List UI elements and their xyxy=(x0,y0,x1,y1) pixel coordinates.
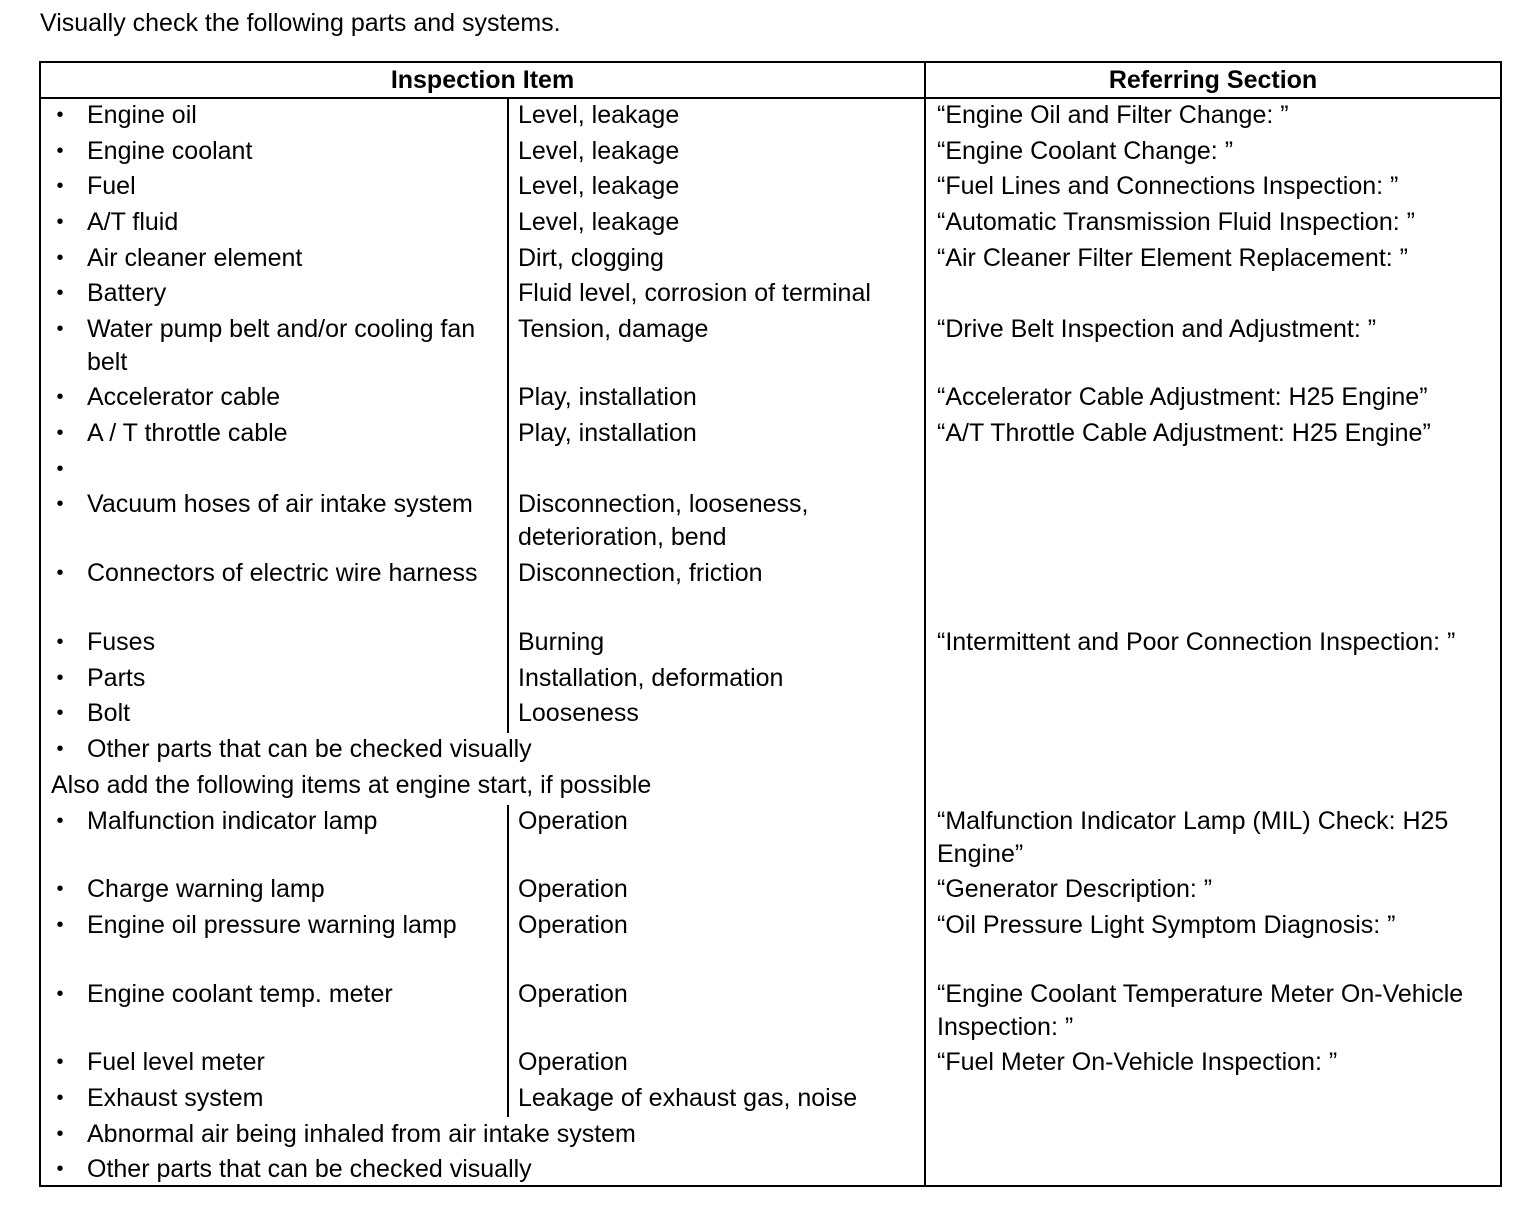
referring-section: “Engine Coolant Temperature Meter On-Vehicle Inspection: ” xyxy=(937,980,1464,1041)
inspection-item: Engine oil xyxy=(87,101,197,129)
inspection-item: Water pump belt and/or cooling fan belt xyxy=(87,315,476,376)
inspection-detail: Installation, deformation xyxy=(518,664,784,692)
intro-text: Visually check the following parts and systems. xyxy=(40,9,561,37)
inspection-detail: Dirt, clogging xyxy=(518,244,664,272)
referring-section: “Engine Oil and Filter Change: ” xyxy=(937,101,1289,129)
inspection-detail: Tension, damage xyxy=(518,315,709,343)
referring-section: “Engine Coolant Change: ” xyxy=(937,137,1234,165)
referring-section: “Oil Pressure Light Symptom Diagnosis: ” xyxy=(937,911,1396,939)
inspection-detail: Level, leakage xyxy=(518,208,680,236)
column-divider-detail-2 xyxy=(507,805,509,1117)
bullet-icon: • xyxy=(56,247,64,269)
inspection-item: Vacuum hoses of air intake system xyxy=(87,490,473,518)
referring-section: “Malfunction Indicator Lamp (MIL) Check: H25 Engine” xyxy=(937,807,1449,868)
bullet-icon: • xyxy=(56,667,64,689)
inspection-detail: Play, installation xyxy=(518,383,697,411)
header-inspection-item: Inspection Item xyxy=(390,66,575,94)
inspection-item: Engine coolant temp. meter xyxy=(87,980,393,1008)
inspection-item: Battery xyxy=(87,279,167,307)
engine-start-note: Also add the following items at engine start, if possible xyxy=(51,771,652,799)
referring-section: “Intermittent and Poor Connection Inspection: ” xyxy=(937,628,1456,656)
inspection-detail: Burning xyxy=(518,628,605,656)
bullet-icon: • xyxy=(56,1051,64,1073)
bullet-icon: • xyxy=(56,631,64,653)
inspection-detail: Level, leakage xyxy=(518,172,680,200)
bullet-icon: • xyxy=(56,983,64,1005)
referring-section: “Fuel Meter On-Vehicle Inspection: ” xyxy=(937,1048,1338,1076)
inspection-item: Parts xyxy=(87,664,146,692)
bullet-icon: • xyxy=(56,104,64,126)
inspection-item: Charge warning lamp xyxy=(87,875,325,903)
referring-section: “Accelerator Cable Adjustment: H25 Engine” xyxy=(937,383,1428,411)
bullet-icon: • xyxy=(56,175,64,197)
bullet-icon: • xyxy=(56,282,64,304)
bullet-icon: • xyxy=(56,386,64,408)
inspection-item: Engine coolant xyxy=(87,137,253,165)
bullet-icon: • xyxy=(56,493,64,515)
inspection-detail: Level, leakage xyxy=(518,137,680,165)
inspection-item: Fuses xyxy=(87,628,156,656)
bullet-icon: • xyxy=(56,810,64,832)
bullet-icon: • xyxy=(56,738,64,760)
header-referring-section: Referring Section xyxy=(1108,66,1318,94)
inspection-item: Fuel xyxy=(87,172,136,200)
bullet-icon: • xyxy=(56,458,64,480)
bullet-icon: • xyxy=(56,140,64,162)
inspection-item: Engine oil pressure warning lamp xyxy=(87,911,457,939)
bullet-icon: • xyxy=(56,1087,64,1109)
inspection-detail: Play, installation xyxy=(518,419,697,447)
column-divider-reference xyxy=(924,61,926,1187)
referring-section: “Air Cleaner Filter Element Replacement: ” xyxy=(937,244,1408,272)
inspection-detail: Disconnection, looseness, deterioration, bend xyxy=(518,490,809,551)
inspection-item: Connectors of electric wire harness xyxy=(87,559,478,587)
inspection-detail: Operation xyxy=(518,875,628,903)
bullet-icon: • xyxy=(56,318,64,340)
inspection-detail: Operation xyxy=(518,1048,628,1076)
inspection-detail: Leakage of exhaust gas, noise xyxy=(518,1084,858,1112)
inspection-item: Fuel level meter xyxy=(87,1048,265,1076)
inspection-detail: Level, leakage xyxy=(518,101,680,129)
inspection-item: Air cleaner element xyxy=(87,244,303,272)
inspection-item: Bolt xyxy=(87,699,131,727)
bullet-icon: • xyxy=(56,422,64,444)
inspection-detail: Looseness xyxy=(518,699,639,727)
inspection-detail: Fluid level, corrosion of terminal xyxy=(518,279,871,307)
bullet-icon: • xyxy=(56,211,64,233)
bullet-icon: • xyxy=(56,1158,64,1180)
referring-section: “A/T Throttle Cable Adjustment: H25 Engine” xyxy=(937,419,1431,447)
inspection-item: Exhaust system xyxy=(87,1084,264,1112)
referring-section: “Automatic Transmission Fluid Inspection: ” xyxy=(937,208,1415,236)
inspection-detail: Operation xyxy=(518,980,628,1008)
inspection-detail: Disconnection, friction xyxy=(518,559,763,587)
inspection-item: Malfunction indicator lamp xyxy=(87,807,378,835)
bullet-icon: • xyxy=(56,914,64,936)
inspection-item: Other parts that can be checked visually xyxy=(87,1155,532,1183)
inspection-item: A/T fluid xyxy=(87,208,179,236)
referring-section: “Fuel Lines and Connections Inspection: ” xyxy=(937,172,1399,200)
inspection-item: Abnormal air being inhaled from air intake system xyxy=(87,1120,636,1148)
inspection-item: Other parts that can be checked visually xyxy=(87,735,532,763)
inspection-item: A / T throttle cable xyxy=(87,419,288,447)
inspection-detail: Operation xyxy=(518,911,628,939)
bullet-icon: • xyxy=(56,1123,64,1145)
bullet-icon: • xyxy=(56,702,64,724)
inspection-detail: Operation xyxy=(518,807,628,835)
bullet-icon: • xyxy=(56,878,64,900)
inspection-item: Accelerator cable xyxy=(87,383,281,411)
column-divider-detail-1 xyxy=(507,97,509,733)
referring-section: “Drive Belt Inspection and Adjustment: ” xyxy=(937,315,1377,343)
referring-section: “Generator Description: ” xyxy=(937,875,1213,903)
bullet-icon: • xyxy=(56,562,64,584)
